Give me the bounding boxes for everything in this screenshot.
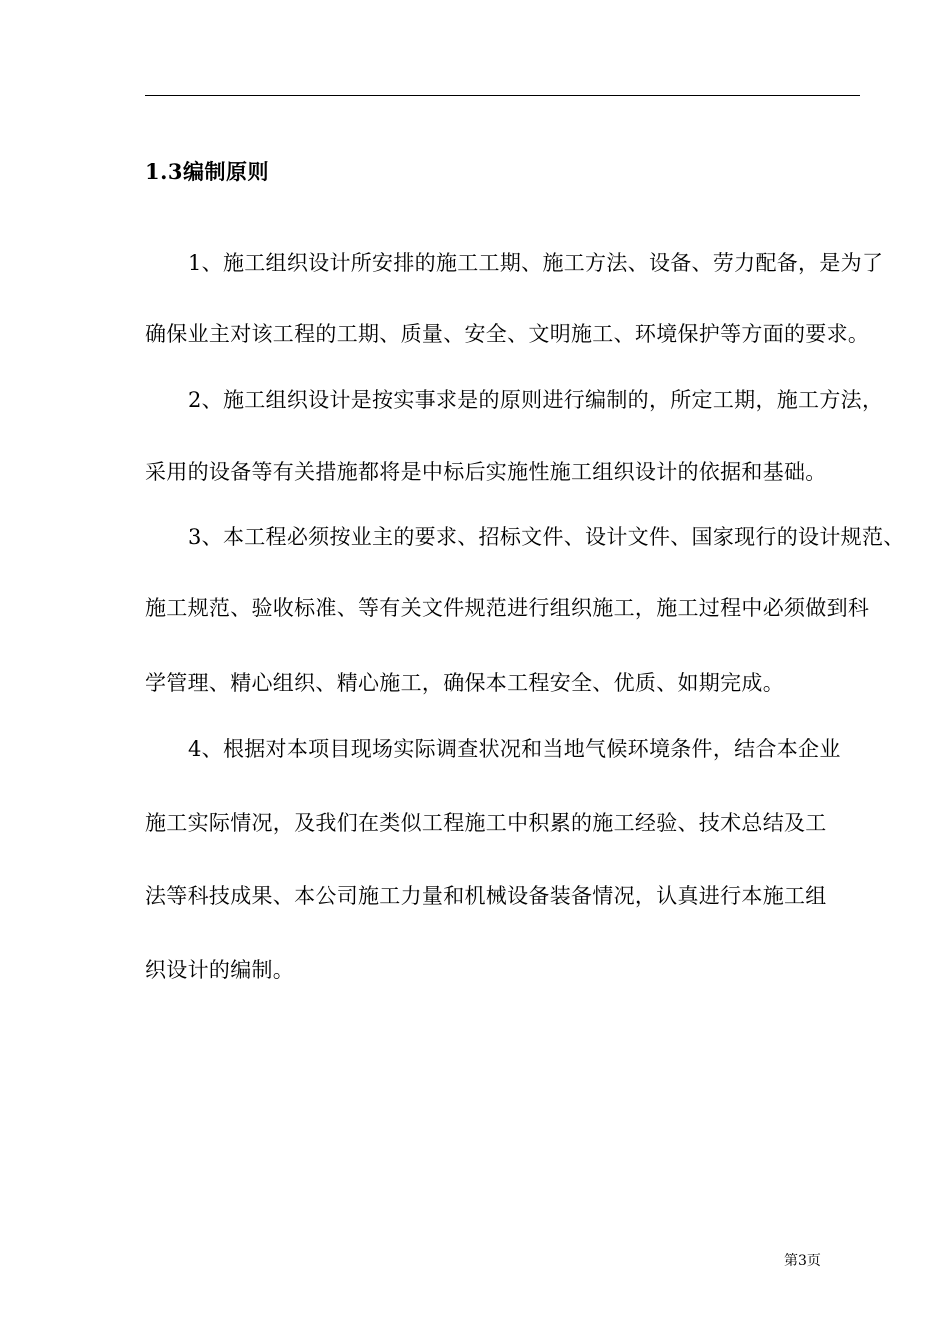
paragraph-line: 施工实际情况，及我们在类似工程施工中积累的施工经验、技术总结及工	[145, 811, 827, 835]
paragraph-line: 2、施工组织设计是按实事求是的原则进行编制的，所定工期，施工方法，	[188, 388, 884, 412]
header-rule	[145, 95, 860, 96]
paragraph-line: 织设计的编制。	[145, 958, 295, 982]
paragraph-line: 学管理、精心组织、精心施工，确保本工程安全、优质、如期完成。	[145, 671, 784, 695]
paragraph-line: 3、本工程必须按业主的要求、招标文件、设计文件、国家现行的设计规范、	[188, 525, 905, 549]
section-title: 1.3编制原则	[145, 159, 270, 184]
page-number: 第3页	[784, 1253, 821, 1269]
paragraph-line: 1、施工组织设计所安排的施工工期、施工方法、设备、劳力配备，是为了	[188, 251, 884, 275]
paragraph-line: 确保业主对该工程的工期、质量、安全、文明施工、环境保护等方面的要求。	[145, 322, 870, 346]
paragraph-line: 法等科技成果、本公司施工力量和机械设备装备情况，认真进行本施工组	[145, 884, 827, 908]
paragraph-line: 4、根据对本项目现场实际调查状况和当地气候环境条件，结合本企业	[188, 737, 841, 761]
paragraph-line: 采用的设备等有关措施都将是中标后实施性施工组织设计的依据和基础。	[145, 460, 827, 484]
paragraph-line: 施工规范、验收标准、等有关文件规范进行组织施工，施工过程中必须做到科	[145, 596, 870, 620]
